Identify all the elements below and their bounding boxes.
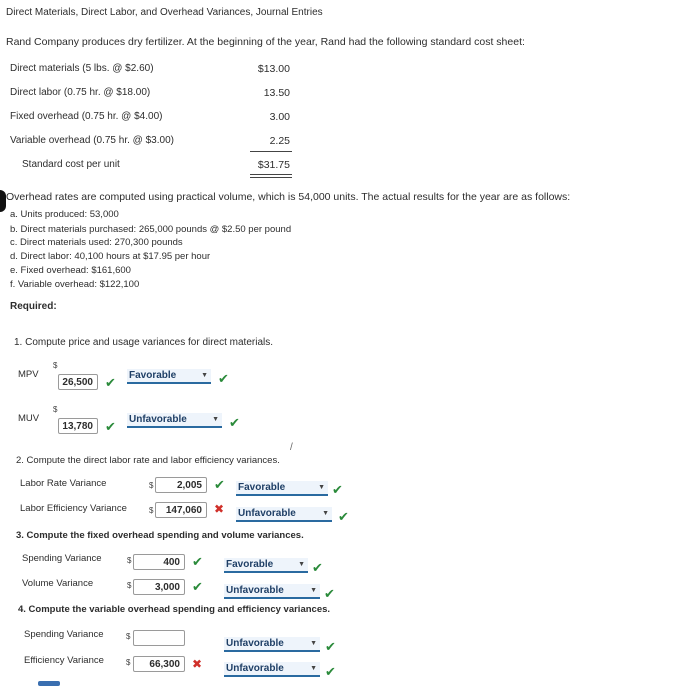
mpv-input[interactable]: 26,500 — [58, 374, 98, 390]
muv-label: MUV — [18, 413, 40, 424]
fixed-spending-input[interactable]: 400 — [133, 554, 185, 570]
cost-sheet-variable-overhead-label: Variable overhead (0.75 hr. @ $3.00) — [10, 135, 174, 146]
variable-efficiency-direction-value: Unfavorable — [226, 663, 284, 674]
side-marker — [0, 190, 6, 212]
variable-spending-direction-value: Unfavorable — [226, 638, 284, 649]
cost-sheet-fixed-overhead-value: 3.00 — [269, 111, 290, 123]
volume-label: Volume Variance — [22, 578, 94, 589]
variable-spending-input[interactable] — [133, 630, 185, 646]
bottom-tab-indicator — [38, 681, 60, 686]
labor-efficiency-input[interactable]: 147,060 — [155, 502, 207, 518]
variable-efficiency-cross-icon: ✖ — [192, 657, 203, 671]
actual-item-a: a. Units produced: 53,000 — [10, 209, 119, 220]
volume-check-icon: ✔ — [192, 579, 203, 594]
q1-prompt: 1. Compute price and usage variances for direct materials. — [14, 337, 274, 348]
cost-sheet-direct-materials-label: Direct materials (5 lbs. @ $2.60) — [10, 63, 154, 74]
chevron-down-icon: ▼ — [310, 587, 317, 594]
muv-direction-select[interactable] — [127, 413, 222, 428]
labor-efficiency-currency: $ — [149, 506, 154, 515]
cost-sheet-variable-overhead-value: 2.25 — [269, 135, 290, 147]
cost-sheet-direct-labor-label: Direct labor (0.75 hr. @ $18.00) — [10, 87, 151, 98]
actual-item-b: b. Direct materials purchased: 265,000 pounds @ $2.50 per pound — [10, 224, 292, 235]
q4-prompt: 4. Compute the variable overhead spending and efficiency variances. — [18, 604, 331, 615]
actual-item-d: d. Direct labor: 40,100 hours at $17.95 per hour — [10, 251, 211, 262]
q2-prompt: 2. Compute the direct labor rate and labor efficiency variances. — [16, 455, 280, 466]
total-rule-2 — [250, 177, 292, 178]
variable-efficiency-label: Efficiency Variance — [24, 655, 104, 666]
variable-spending-select-check-icon: ✔ — [325, 639, 336, 654]
variable-spending-currency: $ — [126, 632, 131, 641]
labor-efficiency-cross-icon: ✖ — [214, 502, 225, 516]
overhead-note: Overhead rates are computed using practical volume, which is 54,000 units. The actual results for the year are as follows: — [6, 191, 571, 203]
variable-spending-label: Spending Variance — [24, 629, 104, 640]
chevron-down-icon: ▼ — [322, 510, 329, 517]
q3-prompt: 3. Compute the fixed overhead spending and volume variances. — [16, 530, 304, 541]
labor-rate-select-check-icon: ✔ — [332, 482, 343, 497]
muv-currency: $ — [53, 405, 58, 414]
variable-spending-direction-select[interactable] — [224, 637, 320, 652]
labor-rate-check-icon: ✔ — [214, 477, 225, 492]
problem-title: Direct Materials, Direct Labor, and Overhead Variances, Journal Entries — [6, 7, 323, 18]
volume-input[interactable]: 3,000 — [133, 579, 185, 595]
fixed-spending-label: Spending Variance — [22, 553, 102, 564]
required-heading: Required: — [10, 301, 57, 312]
cost-sheet-direct-labor-value: 13.50 — [263, 87, 290, 99]
standard-cost-label: Standard cost per unit — [22, 159, 120, 170]
labor-rate-direction-select[interactable] — [236, 481, 328, 496]
actual-item-f: f. Variable overhead: $122,100 — [10, 279, 140, 290]
mpv-currency: $ — [53, 361, 58, 370]
variable-efficiency-select-check-icon: ✔ — [325, 664, 336, 679]
volume-select-check-icon: ✔ — [324, 586, 335, 601]
labor-efficiency-select-check-icon: ✔ — [338, 509, 349, 524]
variable-efficiency-input[interactable]: 66,300 — [133, 656, 185, 672]
cost-sheet-direct-materials-value: $13.00 — [257, 63, 290, 75]
intro-text: Rand Company produces dry fertilizer. At the beginning of the year, Rand had the following standard cost sheet: — [6, 36, 525, 48]
mpv-direction-select[interactable] — [127, 369, 211, 384]
labor-efficiency-label: Labor Efficiency Variance — [20, 503, 127, 514]
chevron-down-icon: ▼ — [310, 640, 317, 647]
chevron-down-icon: ▼ — [318, 484, 325, 491]
volume-direction-select[interactable] — [224, 584, 320, 599]
chevron-down-icon: ▼ — [310, 665, 317, 672]
fixed-spending-currency: $ — [127, 556, 132, 565]
actual-item-c: c. Direct materials used: 270,300 pounds — [10, 237, 183, 248]
variable-efficiency-currency: $ — [126, 658, 131, 667]
cost-sheet-fixed-overhead-label: Fixed overhead (0.75 hr. @ $4.00) — [10, 111, 163, 122]
muv-direction-value: Unfavorable — [129, 414, 187, 425]
volume-direction-value: Unfavorable — [226, 585, 284, 596]
chevron-down-icon: ▼ — [201, 372, 208, 379]
mpv-check-icon: ✔ — [105, 375, 116, 390]
standard-cost-value: $31.75 — [257, 159, 290, 171]
total-rule-1 — [250, 174, 292, 175]
fixed-spending-check-icon: ✔ — [192, 554, 203, 569]
variable-efficiency-direction-select[interactable] — [224, 662, 320, 677]
labor-rate-currency: $ — [149, 481, 154, 490]
muv-select-check-icon: ✔ — [229, 415, 240, 430]
labor-efficiency-direction-select[interactable] — [236, 507, 332, 522]
muv-check-icon: ✔ — [105, 419, 116, 434]
labor-rate-input[interactable]: 2,005 — [155, 477, 207, 493]
labor-efficiency-direction-value: Unfavorable — [238, 508, 296, 519]
mpv-label: MPV — [18, 369, 39, 380]
fixed-spending-direction-select[interactable] — [224, 558, 308, 573]
subtotal-rule — [250, 151, 292, 152]
volume-currency: $ — [127, 581, 132, 590]
chevron-down-icon: ▼ — [212, 416, 219, 423]
mpv-direction-value: Favorable — [129, 370, 177, 381]
mpv-select-check-icon: ✔ — [218, 371, 229, 386]
tick-mark: / — [290, 442, 293, 453]
chevron-down-icon: ▼ — [298, 561, 305, 568]
labor-rate-direction-value: Favorable — [238, 482, 286, 493]
fixed-spending-direction-value: Favorable — [226, 559, 274, 570]
muv-input[interactable]: 13,780 — [58, 418, 98, 434]
labor-rate-label: Labor Rate Variance — [20, 478, 107, 489]
fixed-spending-select-check-icon: ✔ — [312, 560, 323, 575]
actual-item-e: e. Fixed overhead: $161,600 — [10, 265, 131, 276]
